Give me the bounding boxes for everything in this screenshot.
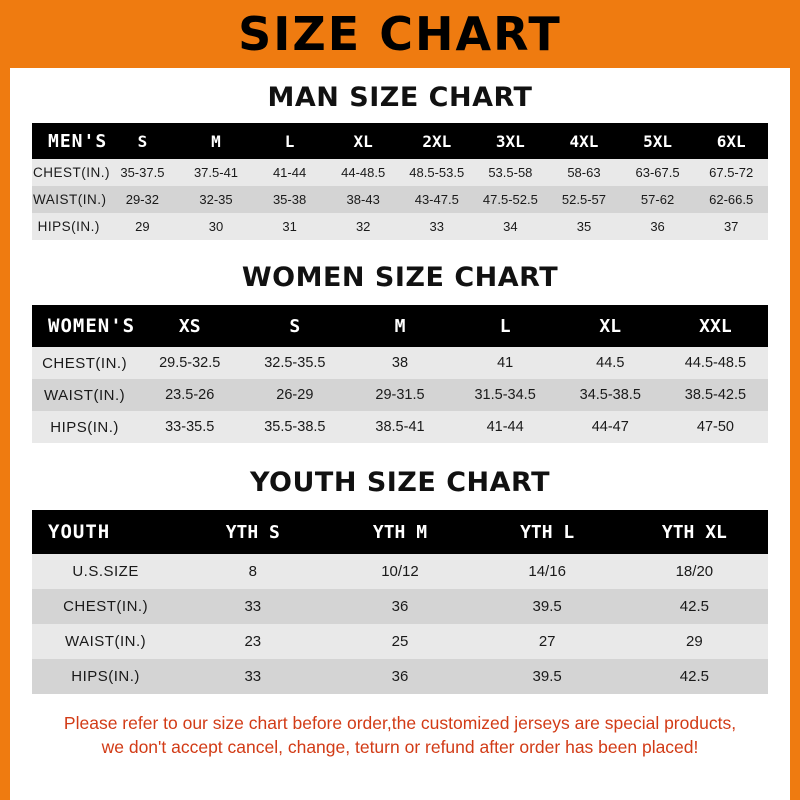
cell-hips-m: 38.5-41 <box>375 419 425 435</box>
table-row <box>32 624 768 659</box>
cell-chest-s: 32.5-35.5 <box>264 355 326 371</box>
table-row <box>32 159 768 186</box>
cell-waist-yth-s: 23 <box>244 633 262 650</box>
page-title: SIZE CHART <box>238 7 562 61</box>
row-label-chest: CHEST(IN.) <box>42 354 128 372</box>
cell-hips-xxl: 47-50 <box>696 419 734 435</box>
col-header-5xl: 5XL <box>643 131 672 151</box>
cell-waist-yth-l: 27 <box>538 633 556 650</box>
table-header-row <box>32 123 768 159</box>
col-header-yth-s: YTH S <box>225 521 280 543</box>
col-header-6xl: 6XL <box>716 131 746 151</box>
cell-hips-l: 41-44 <box>486 419 524 435</box>
col-header-4xl: 4XL <box>569 131 599 151</box>
col-header-yth-m: YTH M <box>372 521 428 543</box>
col-header-xs: XS <box>178 315 201 337</box>
cell-hips-m: 30 <box>208 219 224 234</box>
col-header-m: M <box>211 131 221 151</box>
cell-chest-l: 41 <box>497 355 514 371</box>
cell-hips-2xl: 33 <box>429 219 444 234</box>
col-header-youth: YOUTH <box>48 521 111 543</box>
table-row <box>32 213 768 240</box>
cell-waist-6xl: 62-66.5 <box>709 192 754 207</box>
table-youth-size-chart <box>32 510 768 694</box>
cell-chest-yth-m: 36 <box>391 598 409 615</box>
table-row <box>32 554 768 589</box>
col-header-xxl: XXL <box>699 315 732 337</box>
cell-chest-xl: 44-48.5 <box>341 165 386 180</box>
cell-hips-xl: 44-47 <box>591 419 629 435</box>
cell-waist-5xl: 57-62 <box>640 192 675 207</box>
cell-waist-yth-xl: 29 <box>686 633 703 650</box>
section-title-youth: YOUTH SIZE CHART <box>249 467 551 498</box>
row-label-hips: HIPS(IN.) <box>50 418 119 436</box>
cell-waist-m: 29-31.5 <box>375 387 425 403</box>
cell-waist-4xl: 52.5-57 <box>561 192 606 207</box>
cell-chest-yth-l: 39.5 <box>532 598 562 615</box>
cell-hips-xl: 32 <box>355 219 371 234</box>
col-header-3xl: 3XL <box>495 131 525 151</box>
row-label-hips: HIPS(IN.) <box>71 668 140 685</box>
cell-chest-xxl: 44.5-48.5 <box>684 355 747 371</box>
cell-chest-2xl: 48.5-53.5 <box>409 165 465 180</box>
row-label-us-size: U.S.SIZE <box>72 563 139 580</box>
cell-chest-5xl: 63-67.5 <box>635 165 680 180</box>
cell-hips-yth-m: 36 <box>391 668 409 685</box>
cell-hips-3xl: 34 <box>503 219 518 234</box>
cell-chest-xl: 44.5 <box>596 355 625 371</box>
cell-chest-4xl: 58-63 <box>567 165 601 180</box>
col-header-l: L <box>499 315 511 337</box>
section-man <box>32 82 768 240</box>
table-row <box>32 659 768 694</box>
cell-waist-l: 31.5-34.5 <box>474 387 536 403</box>
table-body-man <box>32 159 768 240</box>
cell-chest-3xl: 53.5-58 <box>488 165 533 180</box>
cell-hips-5xl: 36 <box>650 219 665 234</box>
col-header-xl: XL <box>599 315 622 337</box>
table-header-row <box>32 510 768 554</box>
cell-chest-yth-s: 33 <box>244 598 262 615</box>
cell-waist-xxl: 38.5-42.5 <box>684 387 747 403</box>
col-header-2xl: 2XL <box>422 131 452 151</box>
table-body-women <box>32 347 768 443</box>
cell-waist-l: 35-38 <box>272 192 307 207</box>
cell-waist-yth-m: 25 <box>391 633 409 650</box>
cell-hips-4xl: 35 <box>576 219 592 234</box>
cell-chest-6xl: 67.5-72 <box>709 165 754 180</box>
table-man-size-chart <box>32 123 768 240</box>
table-header-man <box>32 123 768 159</box>
order-notice-line-1: Please refer to our size chart before order,the customized jerseys are special products, <box>63 713 737 733</box>
cell-hips-s: 29 <box>135 219 150 234</box>
row-label-waist: WAIST(IN.) <box>65 633 147 650</box>
section-title-man: MAN SIZE CHART <box>267 82 533 113</box>
cell-hips-6xl: 37 <box>723 219 739 234</box>
table-body-youth <box>32 554 768 694</box>
cell-hips-s: 35.5-38.5 <box>264 419 326 435</box>
col-header-mens: MEN'S <box>48 130 108 152</box>
table-row <box>32 347 768 379</box>
cell-hips-l: 31 <box>282 219 297 234</box>
cell-waist-3xl: 47.5-52.5 <box>482 192 538 207</box>
cell-hips-yth-s: 33 <box>244 668 262 685</box>
row-label-waist: WAIST(IN.) <box>33 192 107 207</box>
section-women <box>32 262 768 443</box>
cell-chest-s: 35-37.5 <box>120 165 165 180</box>
order-notice-line-2: we don't accept cancel, change, teturn or refund after order has been placed! <box>101 736 699 757</box>
cell-chest-m: 37.5-41 <box>193 165 239 180</box>
col-header-xl: XL <box>353 131 373 151</box>
cell-waist-s: 29-32 <box>125 192 160 207</box>
order-notice <box>40 712 760 759</box>
cell-waist-2xl: 43-47.5 <box>414 192 459 207</box>
table-header-youth <box>32 510 768 554</box>
section-title-women: WOMEN SIZE CHART <box>241 262 559 293</box>
table-row <box>32 186 768 213</box>
cell-ussize-yth-m: 10/12 <box>381 563 419 580</box>
cell-chest-m: 38 <box>391 355 409 371</box>
table-row <box>32 379 768 411</box>
col-header-m: M <box>394 315 406 337</box>
row-label-hips: HIPS(IN.) <box>37 219 100 234</box>
table-row <box>32 589 768 624</box>
cell-ussize-yth-l: 14/16 <box>528 563 566 580</box>
row-label-chest: CHEST(IN.) <box>33 165 110 180</box>
cell-hips-yth-l: 39.5 <box>532 668 562 685</box>
col-header-yth-l: YTH L <box>520 521 575 543</box>
cell-ussize-yth-xl: 18/20 <box>675 563 714 580</box>
cell-waist-m: 32-35 <box>199 192 233 207</box>
cell-hips-yth-xl: 42.5 <box>679 668 709 685</box>
table-header-women <box>32 305 768 347</box>
row-label-chest: CHEST(IN.) <box>63 598 149 615</box>
cell-waist-xs: 23.5-26 <box>165 387 215 403</box>
cell-chest-l: 41-44 <box>272 165 307 180</box>
col-header-womens: WOMEN'S <box>48 315 136 337</box>
cell-hips-xs: 33-35.5 <box>165 419 215 435</box>
col-header-s: S <box>289 315 301 337</box>
cell-waist-s: 26-29 <box>276 387 314 403</box>
col-header-l: L <box>284 131 295 151</box>
row-label-waist: WAIST(IN.) <box>44 386 126 404</box>
col-header-yth-xl: YTH XL <box>661 521 727 543</box>
page-banner <box>0 0 800 68</box>
table-row <box>32 411 768 443</box>
table-header-row <box>32 305 768 347</box>
cell-ussize-yth-s: 8 <box>248 563 257 580</box>
section-youth <box>32 467 768 694</box>
cell-waist-xl: 38-43 <box>346 192 380 207</box>
cell-chest-yth-xl: 42.5 <box>679 598 709 615</box>
cell-chest-xs: 29.5-32.5 <box>159 355 221 371</box>
chart-content <box>10 82 790 759</box>
col-header-s: S <box>137 131 148 151</box>
table-women-size-chart <box>32 305 768 443</box>
cell-waist-xl: 34.5-38.5 <box>579 387 641 403</box>
